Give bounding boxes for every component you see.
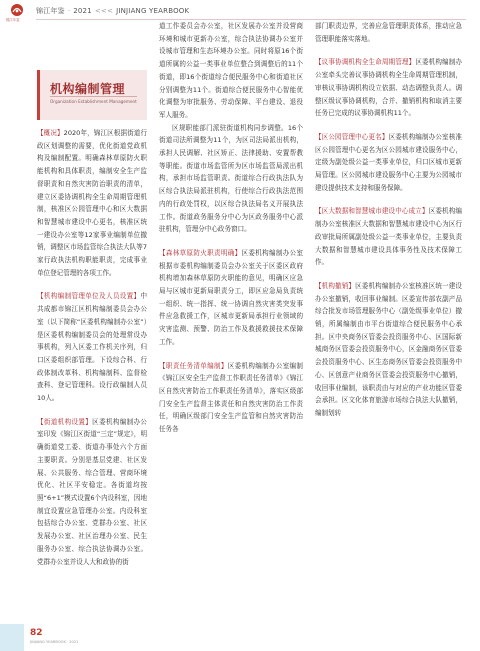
footer-text: JINJIANG YEARBOOK · 2021 xyxy=(30,640,79,644)
paragraph-text: 区委机构编制办公室编制《锦江区安全生产监督工作职责任务清单》《锦江区自然灾害防治工作职责任务清单》，落实区级部门安全生产监督主体责任和自然灾害防治工作责任，明确区级部门安全生产监管和自然灾害防治任务各 xyxy=(159,361,303,434)
paragraph-heading: 【议事协调机构全生命周期管理】 xyxy=(315,58,416,67)
section-title-rule xyxy=(50,96,137,97)
paragraph-text: 区委机构编制办公室牵头完善议事协调机构全生命周期管理机制，审核议事协调机构设立依据、动态调整负责人。调整区级议事协调机构，合并、撤销机构和取消主要任务已完成的议事协调机构11个。 xyxy=(315,58,462,118)
column-1 xyxy=(37,127,147,568)
paragraph xyxy=(159,247,303,349)
header-name-en: JINJIANG YEARBOOK xyxy=(116,7,190,15)
paragraph-heading: 【概况】 xyxy=(37,129,64,137)
paragraph xyxy=(315,56,462,120)
logo-caption: 锦江年鉴 xyxy=(6,18,20,22)
paragraph xyxy=(315,131,462,195)
paragraph-text: 区委机构编制办公室根据市委机构编制委员会办公室关于区委区政府机构增加森林草原防火职能的意见，明确区应急局与区城市更新局职责分工，即区应急局负责统一组织、统一指挥、统一协调自然灾害类突发事件应急救援工作，区城市更新局承担行业领域的灾害监测、预警、防治工作及救援救援技术保障工作。 xyxy=(159,248,303,346)
header-dot: · xyxy=(67,7,71,15)
paragraph-text: 区委机构编制办公室印发《锦江区街道“三定”规定》，明确街道党工委、街道办事处六个方面主要职责。分别是基层党建、社区发展、公共服务、综合管理、营商环境优化、社区平安稳定。各街道均按照“6+1”模式设置6个内设科室，因地制宜设置应急管理办公室。内设科室包括综合办公室、党群办公室、社区发展办公室、社区治理办公室、民生服务办公室、综合执法协调办公室。党群办公室并设人大和政协的街 xyxy=(37,417,147,566)
header-arrows: <<< xyxy=(94,7,114,15)
paragraph: 部门职责边界，完善应急管理职责体系，推动应急管理职能落实落地。 xyxy=(315,22,462,43)
header-title xyxy=(36,6,189,16)
paragraph: 区规职能部门派驻街道机构同步调整。16个街道司法所调整为11个，为区司法局派出机构，承担人民调解、社区矫正、法律援助、安置帮教等职能。街道市场监管所为区市场监管局派出机构，承担市场监管职责。街道综合行政执法队为区综合执法局派驻机构，行使综合行政执法范围内的行政处罚权，以区综合执法局名义开展执法工作。街道政务服务分中心为区政务服务中心派驻机构，管理分中心政务窗口。 xyxy=(159,123,303,234)
paragraph-text: 区委机构编制办公室核准区公园管理中心更名为区公园城市建设服务中心，定级为副处级公益一类事业单位，归口区城市更新局管理。区公园城市建设服务中心主要为公园城市建设提供技术支持和服务保障。 xyxy=(315,132,462,192)
paragraph-heading: 【机构撤销】 xyxy=(315,281,356,290)
paragraph xyxy=(37,416,147,568)
paragraph xyxy=(315,280,462,420)
section-subtitle: Organization Establishment Management xyxy=(50,99,137,104)
paragraph-text: 区委机构编制办公室核准区大数据和智慧城市建设中心为区行政审批局所属副处级公益一类事业单位，主要负责大数据和智慧城市建设具体事务性及技术保障工作。 xyxy=(315,207,462,267)
paragraph-heading: 【机构编制管理单位及人员设置】 xyxy=(37,292,141,301)
paragraph: 道工作委员会办公室，社区发展办公室并设营商环境和城市更新办公室，综合执法协调办公室并设城市管理和生态环境办公室。同时将原16个街道所属的公益一类事业单位整合到调整后的11个街道，即16个街道综合便民服务中心和街道社区分别调整为11个。街道综合便民服务中心智能优化调整为审批服务、劳动保障、平台建设、退役军人服务。 xyxy=(159,22,303,119)
paragraph xyxy=(315,205,462,269)
column-2 xyxy=(159,20,303,436)
paragraph xyxy=(159,360,303,436)
paragraph-heading: 【区大数据和智慧城市建设中心成立】 xyxy=(315,207,429,216)
section-title: 机构编制管理 xyxy=(50,82,126,96)
corner-decoration xyxy=(0,624,24,651)
paragraph-text: 区委机构编制办公室核准区统一建设办公室撤销，收回事业编制。区委宣传部农副产品综合批发市场管理服务中心（副处级事业单位）撤销，所属编制由市平台街道综合便民服务中心承担。区中央商务区管委会投资服务中心、区国际新城商务区管委会投资服务中心，区金融商务区管委会投资服务中心、区生态商务区管委会投资服务中心、区创意产业商务区管委会投资服务中心撤销，收回事业编制，该职责由与对应的产业功能区管委会承担。区文化体育旅游市场综合执法大队撤销，编制划转 xyxy=(315,281,462,417)
paragraph-heading: 【森林草原防火职责明确】 xyxy=(159,248,242,257)
header-year: 2021 xyxy=(73,7,92,15)
paragraph-heading: 【区公园管理中心更名】 xyxy=(315,132,389,141)
paragraph-heading: 【街道机构设置】 xyxy=(37,417,93,426)
paragraph-heading: 【职责任务清单编制】 xyxy=(159,361,228,370)
header-name: 锦江年鉴 xyxy=(36,7,65,15)
section-title-box xyxy=(37,70,147,120)
paragraph-text: 2020年，锦江区根据街道行政区划调整的需要，优化街道党政机构及编制配置。明确森林草原防火职能机构和具体职责，编制安全生产监督职责和自然灾害防治职责的清单，建立区委协调机构全生命周期管理机制，核准区公园管理中心和区大数据和智慧城市建设中心更名，核准区统一建设办公室等12家事业编制单位撤销，调整区市场监管综合执法大队等7家行政执法机构职能职责，完成事业单位登记管理的各项工作。 xyxy=(37,129,147,277)
column-3 xyxy=(315,20,462,420)
running-header xyxy=(0,0,480,22)
paragraph xyxy=(37,290,147,404)
paragraph-text: 中共成都市锦江区机构编制委员会办公室（以下简称“区委机构编制办公室”）是区委机构编制委员会的处理常设办事机构，列入区委工作机关序列，归口区委组织部管理。下设综合科、行政体制改革科、机构编制科、监督检查科、登记管理科。设行政编制人员10人。 xyxy=(37,292,147,403)
paragraph xyxy=(37,127,147,279)
page-number: 82 xyxy=(30,628,43,638)
